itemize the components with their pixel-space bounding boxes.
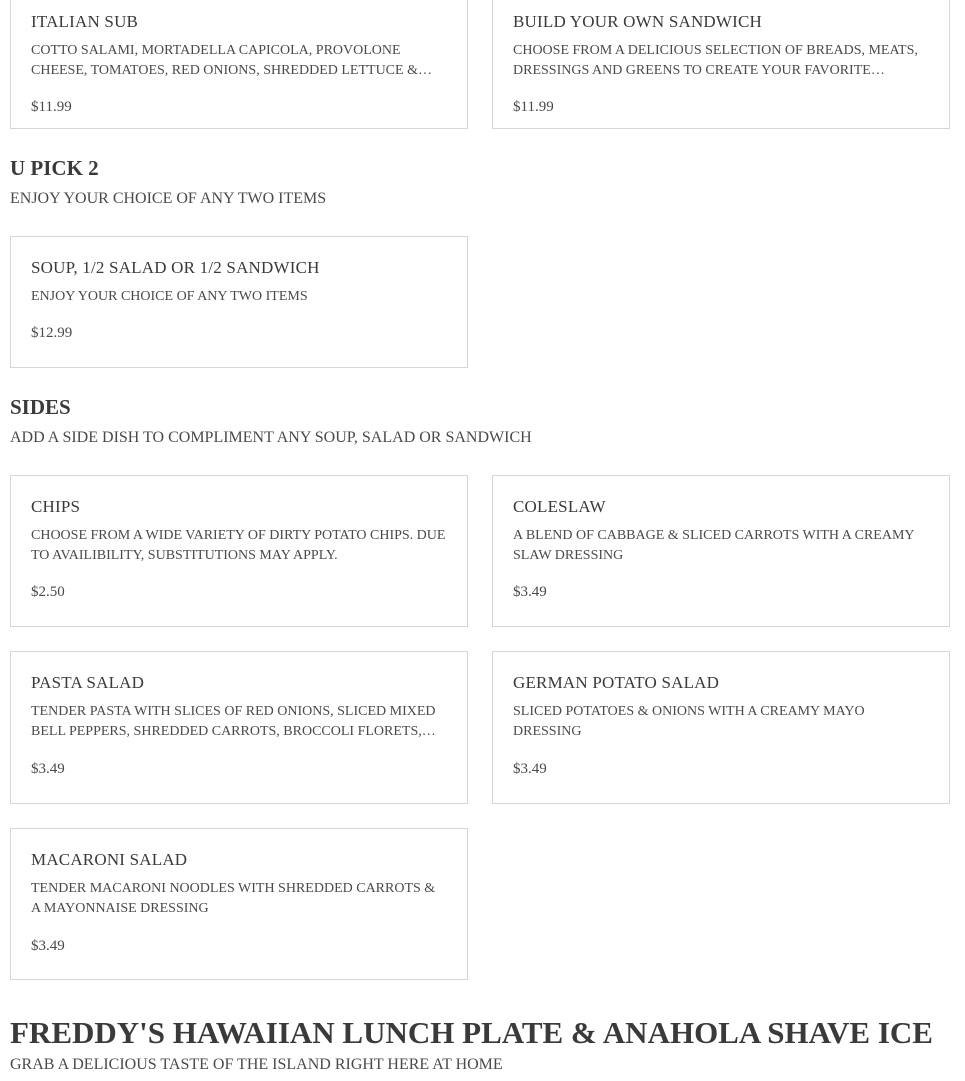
- menu-item-price: $3.49: [31, 938, 65, 954]
- menu-item-description: CHOOSE FROM A DELICIOUS SELECTION OF BREADS, MEATS, DRESSINGS AND GREENS TO CREATE YOUR FAVORITE…: [513, 43, 918, 78]
- menu-item-description: A BLEND OF CABBAGE & SLICED CARROTS WITH A CREAMY SLAW DRESSING: [513, 528, 914, 563]
- section-title: FREDDY'S HAWAIIAN LUNCH PLATE & ANAHOLA SHAVE ICE: [10, 1015, 933, 1050]
- section-subtitle: ENJOY YOUR CHOICE OF ANY TWO ITEMS: [10, 190, 327, 207]
- u-pick-2-section: [10, 155, 950, 368]
- menu-item-title: MACARONI SALAD: [31, 850, 188, 869]
- menu-item-price: $12.99: [31, 325, 73, 341]
- menu-item-price: $3.49: [31, 761, 65, 777]
- menu-page: [10, 0, 950, 1075]
- menu-item-price: $11.99: [513, 99, 554, 115]
- sides-grid: [10, 475, 950, 980]
- menu-item-title: SOUP, 1/2 SALAD OR 1/2 SANDWICH: [31, 258, 320, 277]
- menu-item-price: $3.49: [513, 584, 547, 600]
- menu-item-title: CHIPS: [31, 497, 81, 516]
- menu-item-title: BUILD YOUR OWN SANDWICH: [513, 12, 763, 31]
- menu-item-price: $11.99: [31, 99, 72, 115]
- menu-item-card[interactable]: [10, 651, 468, 804]
- menu-item-description: ENJOY YOUR CHOICE OF ANY TWO ITEMS: [31, 289, 308, 304]
- menu-item-description: TENDER MACARONI NOODLES WITH SHREDDED CARROTS & A MAYONNAISE DRESSING: [31, 881, 436, 916]
- hawaiian-section: [10, 1014, 950, 1075]
- menu-item-card[interactable]: [492, 0, 950, 129]
- menu-item-card[interactable]: [10, 828, 468, 980]
- menu-item-description: CHOOSE FROM A WIDE VARIETY OF DIRTY POTATO CHIPS. DUE TO AVAILIBILITY, SUBSTITUTIONS MAY APPLY.: [31, 528, 446, 563]
- menu-item-card[interactable]: [10, 0, 468, 129]
- sandwiches-grid: [10, 0, 950, 129]
- menu-item-title: PASTA SALAD: [31, 673, 145, 692]
- section-title: SIDES: [10, 395, 71, 419]
- menu-item-card[interactable]: [10, 475, 468, 627]
- menu-item-card[interactable]: [492, 475, 950, 627]
- menu-item-card[interactable]: [492, 651, 950, 804]
- menu-item-title: ITALIAN SUB: [31, 12, 139, 31]
- u-pick-2-grid: [10, 236, 950, 368]
- menu-item-price: $2.50: [31, 584, 65, 600]
- menu-item-price: $3.49: [513, 761, 547, 777]
- menu-item-description: TENDER PASTA WITH SLICES OF RED ONIONS, SLICED MIXED BELL PEPPERS, SHREDDED CARROTS, BROCCOLI FLORETS,…: [31, 704, 436, 739]
- sides-section: [10, 394, 950, 980]
- section-title: U PICK 2: [10, 156, 99, 180]
- section-subtitle: GRAB A DELICIOUS TASTE OF THE ISLAND RIGHT HERE AT HOME: [10, 1056, 503, 1073]
- menu-item-title: GERMAN POTATO SALAD: [513, 673, 720, 692]
- menu-item-card[interactable]: [10, 236, 468, 368]
- menu-item-description: COTTO SALAMI, MORTADELLA CAPICOLA, PROVOLONE CHEESE, TOMATOES, RED ONIONS, SHREDDED LETTUCE &…: [31, 43, 432, 78]
- menu-item-description: SLICED POTATOES & ONIONS WITH A CREAMY MAYO DRESSING: [513, 704, 865, 739]
- section-subtitle: ADD A SIDE DISH TO COMPLIMENT ANY SOUP, SALAD OR SANDWICH: [10, 429, 532, 446]
- menu-item-title: COLESLAW: [513, 497, 606, 516]
